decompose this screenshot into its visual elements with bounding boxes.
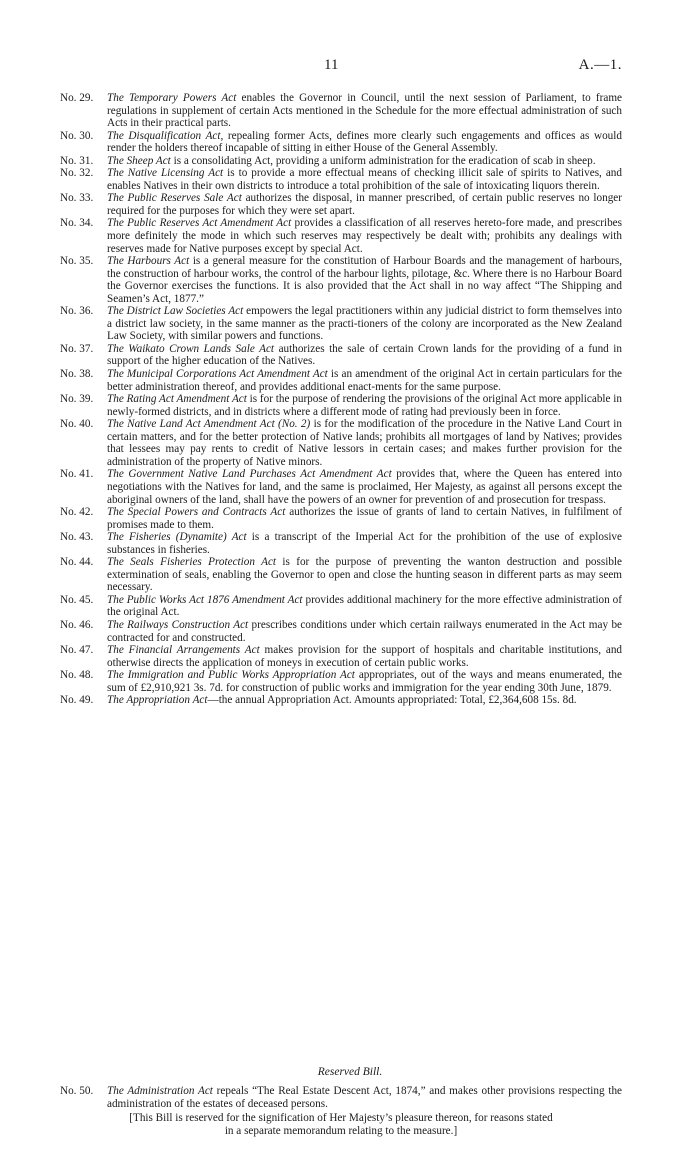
act-body: is to provide a more effectual means of checking illicit sale of spirits to Natives, and enables Natives in their own districts to introduce a total prohibition of the sale of intoxicating liquors therein. bbox=[107, 167, 622, 192]
act-title: The Financial Arrangements Act bbox=[107, 644, 260, 657]
act-entry bbox=[60, 393, 622, 418]
act-entry bbox=[60, 531, 622, 556]
act-entry bbox=[60, 192, 622, 217]
act-number: No. 40. bbox=[60, 418, 94, 431]
act-body: is for the modification of the procedure in the Native Land Court in certain matters, and for the better protection of Native lands; prohibits all mortgages of land by Natives; provides that lessees may pay rents to credit of Native lessors in certain cases; and makes further provision for the administration of the property of Native minors. bbox=[107, 418, 622, 468]
act-entry bbox=[60, 468, 622, 506]
reservation-note-line: in a separate memorandum relating to the measure.] bbox=[224, 1124, 458, 1137]
act-title: The Public Works Act 1876 Amendment Act bbox=[107, 593, 303, 606]
act-description bbox=[107, 531, 622, 556]
act-description bbox=[107, 393, 622, 418]
act-number: No. 41. bbox=[60, 468, 94, 481]
act-body: authorizes the disposal, in manner prescribed, of certain public reserves no longer required for the purposes for which they were set apart. bbox=[107, 192, 622, 217]
act-body: empowers the legal practitioners within any judicial district to form themselves into a district law society, in the same manner as the practi-tioners of the colony are incorporated as the New Zealand Law Society, with similar powers and functions. bbox=[107, 305, 623, 343]
act-body: is a consolidating Act, providing a uniform administration for the eradication of scab in sheep. bbox=[170, 154, 596, 167]
act-title: The Public Reserves Sale Act bbox=[107, 192, 242, 205]
act-description bbox=[107, 669, 622, 694]
act-body: enables the Governor in Council, until the next session of Parliament, to frame regulations in supplement of certain Acts mentioned in the Schedule for the more effectual administration of such Acts in their practical parts. bbox=[107, 92, 622, 130]
act-description bbox=[107, 368, 622, 393]
page-header bbox=[0, 57, 700, 81]
act-description bbox=[107, 192, 622, 217]
act-number: No. 34. bbox=[60, 217, 94, 230]
act-body: provides a classification of all reserves hereto-fore made, and prescribes more definitely the mode in which such reserves may respectively be dealt with; prohibits any dealings with reserves made for Native purposes except by special Act. bbox=[107, 217, 622, 255]
act-number: No. 43. bbox=[60, 531, 94, 544]
act-number: No. 44. bbox=[60, 556, 94, 569]
document-reference: A.—1. bbox=[578, 57, 622, 73]
act-entry bbox=[60, 1085, 622, 1110]
act-number: No. 38. bbox=[60, 368, 94, 381]
act-entry bbox=[60, 594, 622, 619]
act-description bbox=[107, 92, 622, 130]
act-entry bbox=[60, 255, 622, 305]
act-title: The Sheep Act bbox=[107, 154, 171, 167]
act-body: is for the purpose of preventing the wanton destruction and possible extermination of seals, enabling the Governor to open and close the hunting season in different parts as may seem necessary. bbox=[107, 556, 622, 594]
act-entry bbox=[60, 217, 622, 255]
act-entry bbox=[60, 556, 622, 594]
act-title: The Railways Construction Act bbox=[107, 618, 249, 631]
act-description bbox=[107, 506, 622, 531]
act-number: No. 42. bbox=[60, 506, 94, 519]
act-number: No. 39. bbox=[60, 393, 94, 406]
act-number: No. 33. bbox=[60, 192, 94, 205]
act-description bbox=[107, 556, 622, 594]
act-title: The Municipal Corporations Act Amendment Act bbox=[107, 368, 328, 381]
act-title: The Appropriation Act bbox=[107, 694, 208, 707]
act-body: is an amendment of the original Act in certain particulars for the better administration thereof, and provides additional enact-ments for the same purpose. bbox=[107, 368, 623, 393]
act-title: The Waikato Crown Lands Sale Act bbox=[107, 342, 275, 355]
act-body: provides additional machinery for the more effective administration of the original Act. bbox=[107, 593, 622, 619]
act-title: The Temporary Powers Act bbox=[107, 92, 237, 104]
act-number: No. 47. bbox=[60, 644, 94, 657]
act-body: authorizes the sale of certain Crown lands for the providing of a fund in support of the higher education of the Natives. bbox=[107, 342, 622, 368]
act-description bbox=[107, 694, 622, 707]
act-entry bbox=[60, 155, 622, 168]
act-number: No. 35. bbox=[60, 255, 94, 268]
act-entry bbox=[60, 130, 622, 155]
act-body: prescribes conditions under which certain railways enumerated in the Act may be contracted for and constructed. bbox=[107, 618, 623, 644]
act-description bbox=[107, 619, 622, 644]
act-entry bbox=[60, 368, 622, 393]
reservation-note-line: [This Bill is reserved for the signification of Her Majesty’s pleasure thereon, for reasons stated bbox=[129, 1112, 553, 1124]
act-body: —the annual Appropriation Act. Amounts appropriated: Total, £2,364,608 15s. 8d. bbox=[207, 694, 577, 707]
act-number: No. 36. bbox=[60, 305, 94, 318]
act-number: No. 50. bbox=[60, 1085, 94, 1097]
act-description bbox=[107, 217, 622, 255]
act-description bbox=[107, 155, 622, 168]
act-body: appropriates, out of the ways and means enumerated, the sum of £2,910,921 3s. 7d. for construction of public works and immigration for the year ending 30th June, 1879. bbox=[107, 669, 622, 694]
act-description bbox=[107, 343, 622, 368]
act-number: No. 30. bbox=[60, 129, 94, 142]
act-entry bbox=[60, 92, 622, 130]
act-number: No. 49. bbox=[60, 694, 94, 707]
act-description bbox=[107, 644, 622, 669]
act-entry bbox=[60, 644, 622, 669]
act-description bbox=[107, 255, 622, 305]
act-title: The Rating Act Amendment Act bbox=[107, 393, 247, 406]
act-entry bbox=[60, 343, 622, 368]
reserved-bill-entry bbox=[60, 1085, 622, 1110]
act-description bbox=[107, 418, 622, 468]
reservation-note bbox=[60, 1112, 622, 1137]
act-body: is for the purpose of rendering the provisions of the original Act more applicable in newly-formed districts, and in districts where a different mode of rating had previously been in force. bbox=[107, 393, 622, 418]
reserved-bill-heading: Reserved Bill. bbox=[317, 1066, 383, 1078]
act-entry bbox=[60, 694, 622, 707]
act-number: No. 32. bbox=[60, 167, 94, 180]
act-body: authorizes the issue of grants of land to certain Natives, in fulfilment of promises made to them. bbox=[107, 506, 622, 531]
act-description bbox=[107, 594, 622, 619]
act-description bbox=[107, 1085, 622, 1110]
act-title: The Native Land Act Amendment Act (No. 2) bbox=[107, 418, 311, 431]
act-entry bbox=[60, 619, 622, 644]
act-entry bbox=[60, 305, 622, 343]
act-list bbox=[60, 92, 622, 707]
act-body: provides that, where the Queen has entered into negotiations with the Natives for land, and the same is proclaimed, Her Majesty, as against all persons except the aboriginal owners of the land, shall have the powers of an owner for prevention of and prosecution for trespass. bbox=[107, 468, 623, 506]
act-body: is a transcript of the Imperial Act for the prohibition of the use of explosive substances in fisheries. bbox=[107, 531, 622, 556]
act-number: No. 31. bbox=[60, 154, 94, 167]
act-number: No. 46. bbox=[60, 618, 94, 631]
act-title: The Special Powers and Contracts Act bbox=[107, 506, 286, 519]
act-number: No. 45. bbox=[60, 593, 94, 606]
act-title: The Administration Act bbox=[107, 1085, 213, 1097]
act-title: The District Law Societies Act bbox=[107, 305, 244, 318]
act-title: The Public Reserves Act Amendment Act bbox=[107, 217, 292, 230]
act-entry bbox=[60, 167, 622, 192]
act-description bbox=[107, 130, 622, 155]
act-description bbox=[107, 468, 622, 506]
act-body: makes provision for the support of hospitals and charitable institutions, and otherwise directs the application of moneys in execution of certain public works. bbox=[107, 644, 623, 669]
act-entry bbox=[60, 669, 622, 694]
act-title: The Immigration and Public Works Appropriation Act bbox=[107, 669, 355, 682]
act-description bbox=[107, 167, 622, 192]
act-body: repeals “The Real Estate Descent Act, 1874,” and makes other provisions respecting the administration of the estates of deceased persons. bbox=[107, 1085, 622, 1110]
act-description bbox=[107, 305, 622, 343]
page-number: 11 bbox=[324, 57, 339, 73]
act-number: No. 29. bbox=[60, 92, 94, 104]
act-title: The Government Native Land Purchases Act Amendment Act bbox=[107, 468, 392, 481]
act-number: No. 37. bbox=[60, 342, 94, 355]
act-body: repealing former Acts, defines more clearly such engagements and offices as would render the holders thereof incapable of sitting in either House of the General Assembly. bbox=[107, 129, 622, 155]
act-title: The Fisheries (Dynamite) Act bbox=[107, 531, 247, 544]
act-title: The Seals Fisheries Protection Act bbox=[107, 556, 277, 569]
act-title: The Native Licensing Act bbox=[107, 167, 224, 180]
act-title: The Harbours Act bbox=[107, 255, 190, 268]
act-number: No. 48. bbox=[60, 669, 94, 682]
act-entry bbox=[60, 418, 622, 468]
act-title: The Disqualification Act, bbox=[107, 129, 224, 142]
act-body: is a general measure for the constitution of Harbour Boards and the management of harbours, the construction of harbour works, the control of the harbour lights, pilotage, &c. Where there is no Harbour Board the Governor exercises the functions. It is also provided that the Act shall in no way affect “The Shipping and Seamen’s Act, 1877.” bbox=[107, 255, 622, 305]
act-entry bbox=[60, 506, 622, 531]
